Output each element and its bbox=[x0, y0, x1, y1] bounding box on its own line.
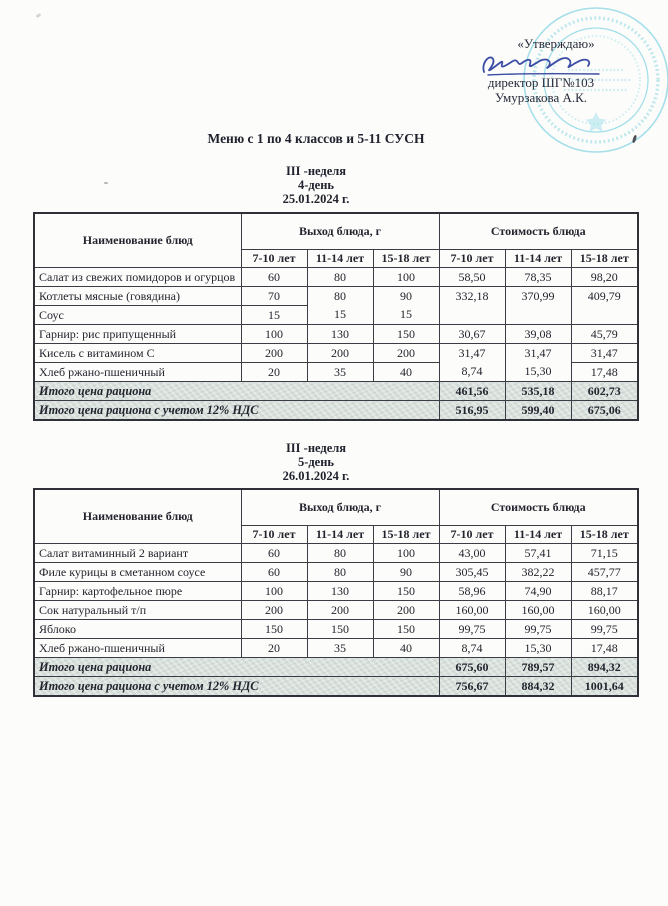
output-value: 200 bbox=[241, 601, 307, 620]
output-value: 90 bbox=[373, 563, 439, 582]
cost-value: 15,30 bbox=[505, 639, 571, 658]
header-output: Выход блюда, г bbox=[241, 489, 439, 526]
cost-value: 8,74 bbox=[439, 363, 505, 382]
cost-value: 99,75 bbox=[439, 620, 505, 639]
total-value: 461,56 bbox=[439, 382, 505, 401]
total-label: Итого цена рациона с учетом 12% НДС bbox=[34, 401, 439, 421]
dish-name: Сок натуральный т/п bbox=[34, 601, 241, 620]
header-dish-name: Наименование блюд bbox=[34, 489, 241, 544]
output-value: 200 bbox=[373, 344, 439, 363]
output-value: 80 bbox=[307, 544, 373, 563]
output-value: 200 bbox=[241, 344, 307, 363]
cost-value: 88,17 bbox=[571, 582, 638, 601]
cost-value: 457,77 bbox=[571, 563, 638, 582]
table-header-row bbox=[34, 489, 638, 526]
output-value: 40 bbox=[373, 363, 439, 382]
cost-value: 71,15 bbox=[571, 544, 638, 563]
cost-value: 45,79 bbox=[571, 325, 638, 344]
age-col-header: 7-10 лет bbox=[439, 250, 505, 268]
cost-value: 78,35 bbox=[505, 268, 571, 287]
total-value: 884,32 bbox=[505, 677, 571, 697]
cost-value: 409,79 bbox=[571, 287, 638, 306]
dish-name: Яблоко bbox=[34, 620, 241, 639]
menu-row bbox=[34, 306, 638, 325]
approval-quote: «Утверждаю» bbox=[517, 36, 595, 51]
menu-table-day4 bbox=[33, 212, 639, 421]
menu-row bbox=[34, 363, 638, 382]
age-col-header: 11-14 лет bbox=[505, 250, 571, 268]
cost-value: 39,08 bbox=[505, 325, 571, 344]
scan-speck bbox=[104, 182, 108, 184]
cost-value: 382,22 bbox=[505, 563, 571, 582]
total-label: Итого цена рациона bbox=[34, 382, 439, 401]
approval-block bbox=[452, 36, 630, 105]
output-value: 60 bbox=[241, 544, 307, 563]
total-value: 535,18 bbox=[505, 382, 571, 401]
cost-value: 57,41 bbox=[505, 544, 571, 563]
total-value: 675,60 bbox=[439, 658, 505, 677]
cost-value: 31,47 bbox=[439, 344, 505, 363]
output-value: 20 bbox=[241, 363, 307, 382]
section-heading-day5 bbox=[0, 441, 632, 483]
age-col-header: 15-18 лет bbox=[571, 250, 638, 268]
cost-value: 305,45 bbox=[439, 563, 505, 582]
total-row bbox=[34, 401, 638, 421]
document-title: Меню с 1 по 4 классов и 5-11 СУСН bbox=[207, 131, 425, 146]
approval-role: директор ШГ№103 bbox=[487, 75, 595, 90]
dish-name: Салат витаминный 2 вариант bbox=[34, 544, 241, 563]
dish-name: Хлеб ржано-пшеничный bbox=[34, 363, 241, 382]
output-value: 100 bbox=[373, 544, 439, 563]
output-value: 15 bbox=[307, 306, 373, 325]
total-value: 602,73 bbox=[571, 382, 638, 401]
dish-name: Гарнир: картофельное пюре bbox=[34, 582, 241, 601]
week-label: III -неделя bbox=[285, 441, 347, 455]
total-row bbox=[34, 658, 638, 677]
cost-value: 99,75 bbox=[505, 620, 571, 639]
output-value: 35 bbox=[307, 639, 373, 658]
output-value: 100 bbox=[241, 325, 307, 344]
output-value: 130 bbox=[307, 325, 373, 344]
output-value: 60 bbox=[241, 563, 307, 582]
output-value: 150 bbox=[373, 325, 439, 344]
header-output: Выход блюда, г bbox=[241, 213, 439, 250]
header-cost: Стоимость блюда bbox=[439, 489, 638, 526]
menu-row bbox=[34, 325, 638, 344]
dish-name: Котлеты мясные (говядина) bbox=[34, 287, 241, 306]
cost-value: 17,48 bbox=[571, 639, 638, 658]
output-value: 20 bbox=[241, 639, 307, 658]
total-value: 516,95 bbox=[439, 401, 505, 421]
week-label: III -неделя bbox=[285, 164, 347, 178]
dish-name: Кисель с витамином С bbox=[34, 344, 241, 363]
output-value: 130 bbox=[307, 582, 373, 601]
cost-value: 43,00 bbox=[439, 544, 505, 563]
output-value: 150 bbox=[307, 620, 373, 639]
menu-row bbox=[34, 544, 638, 563]
output-value: 80 bbox=[307, 268, 373, 287]
cost-value: 15,30 bbox=[505, 363, 571, 382]
cost-value: 160,00 bbox=[505, 601, 571, 620]
age-col-header: 11-14 лет bbox=[505, 526, 571, 544]
header-dish-name: Наименование блюд bbox=[34, 213, 241, 268]
dish-name: Гарнир: рис припущенный bbox=[34, 325, 241, 344]
menu-table-day5 bbox=[33, 488, 639, 697]
total-value: 894,32 bbox=[571, 658, 638, 677]
date-label: 25.01.2024 г. bbox=[282, 192, 350, 206]
menu-row bbox=[34, 344, 638, 363]
total-label: Итого цена рациона bbox=[34, 658, 439, 677]
total-row bbox=[34, 677, 638, 697]
cost-value bbox=[571, 306, 638, 325]
cost-value: 58,96 bbox=[439, 582, 505, 601]
total-value: 675,06 bbox=[571, 401, 638, 421]
total-value: 1001,64 bbox=[571, 677, 638, 697]
output-value: 100 bbox=[373, 268, 439, 287]
age-col-header: 15-18 лет bbox=[373, 250, 439, 268]
menu-row bbox=[34, 563, 638, 582]
cost-value: 99,75 bbox=[571, 620, 638, 639]
output-value: 150 bbox=[241, 620, 307, 639]
cost-value: 30,67 bbox=[439, 325, 505, 344]
output-value: 35 bbox=[307, 363, 373, 382]
output-value: 60 bbox=[241, 268, 307, 287]
cost-value: 160,00 bbox=[571, 601, 638, 620]
age-col-header: 7-10 лет bbox=[241, 526, 307, 544]
menu-row bbox=[34, 620, 638, 639]
output-value: 90 bbox=[373, 287, 439, 306]
cost-value: 8,74 bbox=[439, 639, 505, 658]
cost-value: 160,00 bbox=[439, 601, 505, 620]
age-col-header: 11-14 лет bbox=[307, 250, 373, 268]
total-value: 756,67 bbox=[439, 677, 505, 697]
output-value: 100 bbox=[241, 582, 307, 601]
scan-speck bbox=[36, 13, 42, 18]
output-value: 150 bbox=[373, 620, 439, 639]
cost-value: 74,90 bbox=[505, 582, 571, 601]
total-value: 599,40 bbox=[505, 401, 571, 421]
date-label: 26.01.2024 г. bbox=[282, 469, 350, 483]
output-value: 15 bbox=[373, 306, 439, 325]
age-col-header: 11-14 лет bbox=[307, 526, 373, 544]
table-header-row bbox=[34, 213, 638, 250]
dish-name: Салат из свежих помидоров и огурцов bbox=[34, 268, 241, 287]
cost-value bbox=[439, 306, 505, 325]
output-value: 40 bbox=[373, 639, 439, 658]
total-row bbox=[34, 382, 638, 401]
day-label: 4-день bbox=[297, 178, 335, 192]
section-heading-day4 bbox=[0, 164, 632, 206]
age-col-header: 15-18 лет bbox=[373, 526, 439, 544]
cost-value: 98,20 bbox=[571, 268, 638, 287]
output-value: 80 bbox=[307, 563, 373, 582]
cost-value: 370,99 bbox=[505, 287, 571, 306]
cost-value: 58,50 bbox=[439, 268, 505, 287]
total-label: Итого цена рациона с учетом 12% НДС bbox=[34, 677, 439, 697]
menu-row bbox=[34, 268, 638, 287]
total-value: 789,57 bbox=[505, 658, 571, 677]
output-value: 200 bbox=[307, 601, 373, 620]
age-col-header: 7-10 лет bbox=[241, 250, 307, 268]
scan-speck bbox=[632, 135, 637, 144]
menu-row bbox=[34, 582, 638, 601]
cost-value: 17,48 bbox=[571, 363, 638, 382]
cost-value bbox=[505, 306, 571, 325]
dish-name: Филе курицы в сметанном соусе bbox=[34, 563, 241, 582]
dish-name: Соус bbox=[34, 306, 241, 325]
output-value: 15 bbox=[241, 306, 307, 325]
menu-row bbox=[34, 601, 638, 620]
output-value: 70 bbox=[241, 287, 307, 306]
output-value: 80 bbox=[307, 287, 373, 306]
output-value: 150 bbox=[373, 582, 439, 601]
cost-value: 332,18 bbox=[439, 287, 505, 306]
age-col-header: 7-10 лет bbox=[439, 526, 505, 544]
age-col-header: 15-18 лет bbox=[571, 526, 638, 544]
day-label: 5-день bbox=[297, 455, 335, 469]
header-cost: Стоимость блюда bbox=[439, 213, 638, 250]
menu-row bbox=[34, 639, 638, 658]
output-value: 200 bbox=[307, 344, 373, 363]
menu-row bbox=[34, 287, 638, 306]
cost-value: 31,47 bbox=[571, 344, 638, 363]
output-value: 200 bbox=[373, 601, 439, 620]
approval-name: Умурзакова А.К. bbox=[494, 90, 588, 105]
cost-value: 31,47 bbox=[505, 344, 571, 363]
dish-name: Хлеб ржано-пшеничный bbox=[34, 639, 241, 658]
